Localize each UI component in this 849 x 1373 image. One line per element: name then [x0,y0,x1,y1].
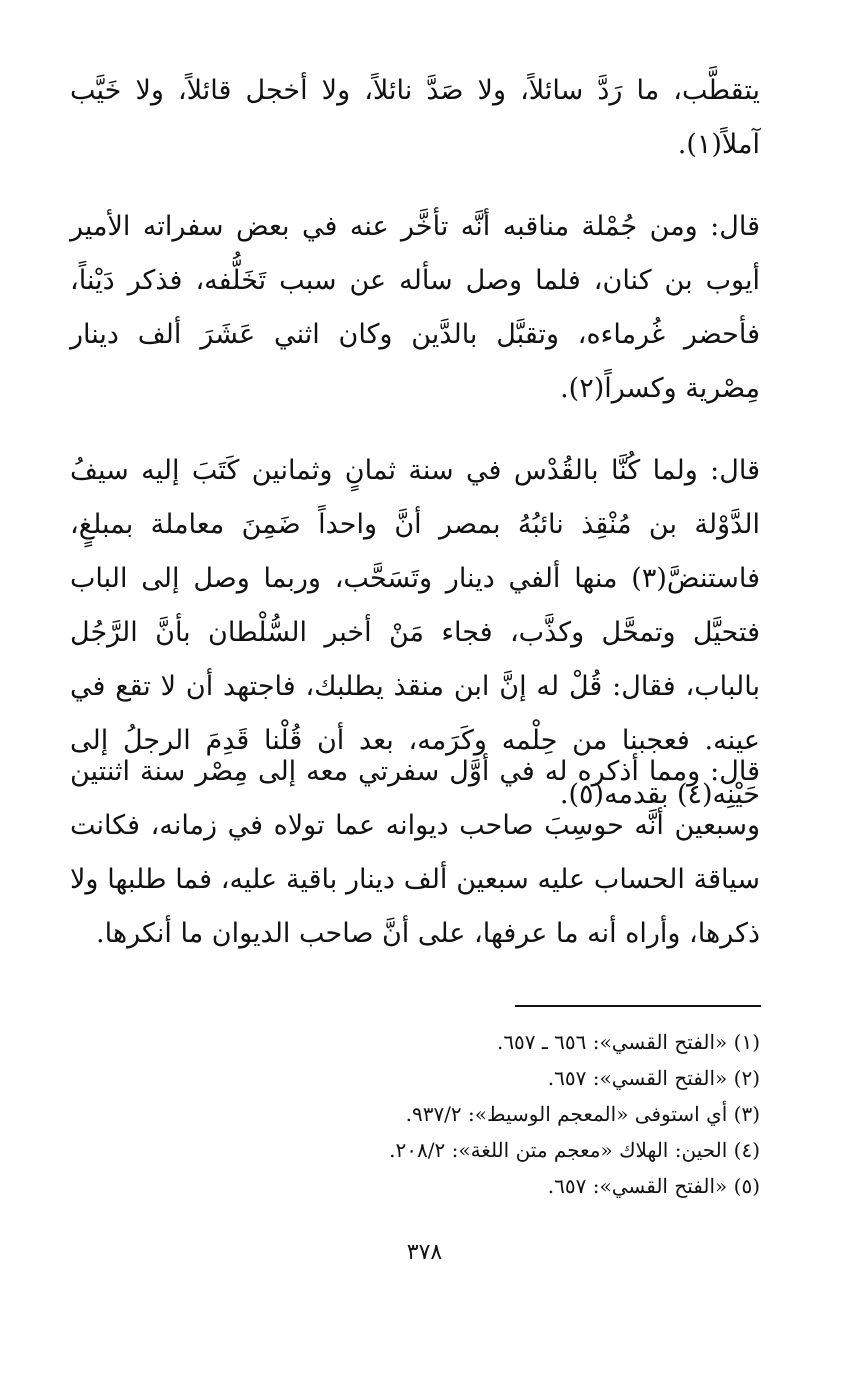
paragraph-2: قال: ومن جُمْلة مناقبه أنَّه تأخَّر عنه في بعض سفراته الأمير أيوب بن كنان، فلما وصل سأله عن سبب تَخَلُّفه، فذكر دَيْناً، فأحضر غُرماءه، وتقبَّل بالدَّين وكان اثني عَشَرَ ألف دينار مِصْرية وكسراً(٢). [70,211,760,404]
footnote-5: (٥) «الفتح القسي»: ٦٥٧. [547,1174,760,1198]
paragraph-1: يتقطَّب، ما رَدَّ سائلاً، ولا صَدَّ نائلاً، ولا أخجل قائلاً، ولا خَيَّب آملاً(١). [70,75,760,160]
footnote-3: (٣) أي استوفى «المعجم الوسيط»: ٩٣٧/٢. [405,1102,760,1126]
footnote-4: (٤) الحين: الهلاك «معجم متن اللغة»: ٢٠٨/٢. [389,1138,760,1162]
footnote-separator [515,1005,761,1007]
footnote-1: (١) «الفتح القسي»: ٦٥٦ ـ ٦٥٧. [496,1030,760,1054]
page-number: ٣٧٨ [406,1240,443,1265]
footnote-2: (٢) «الفتح القسي»: ٦٥٧. [547,1066,760,1090]
paragraph-4: قال: ومما أذكره له في أوَّل سفرتي معه إلى مِصْر سنة اثنتين وسبعين أنَّه حوسِبَ صاحب ديوانه عما تولاه في زمانه، فكانت سياقة الحساب عليه سبعين ألف دينار باقية عليه، فما طلبها ولا ذكرها، وأراه أنه ما عرفها، على أنَّ صاحب الديوان ما أنكرها. [70,756,760,949]
paragraph-3: قال: ولما كُنَّا بالقُدْس في سنة ثمانٍ وثمانين كَتَبَ إليه سيفُ الدَّوْلة بن مُنْقِذ نائبُهُ بمصر أنَّ واحداً ضَمِنَ معاملة بمبلغٍ، فاستنضَّ(٣) منها ألفي دينار وتَسَحَّب، وربما وصل إلى الباب فتحيَّل وتمحَّل وكذَّب، فجاء مَنْ أخبر السُّلْطان بأنَّ الرَّجُل بالباب، فقال: قُلْ له إنَّ ابن منقذ يطلبك، فاجتهد أن لا تقع في عينه. فعجبنا من حِلْمه وكَرَمه، بعد أن قُلْنا قَدِمَ الرجلُ إلى حَيْنِه(٤) بقدمه(٥). [70,455,760,810]
